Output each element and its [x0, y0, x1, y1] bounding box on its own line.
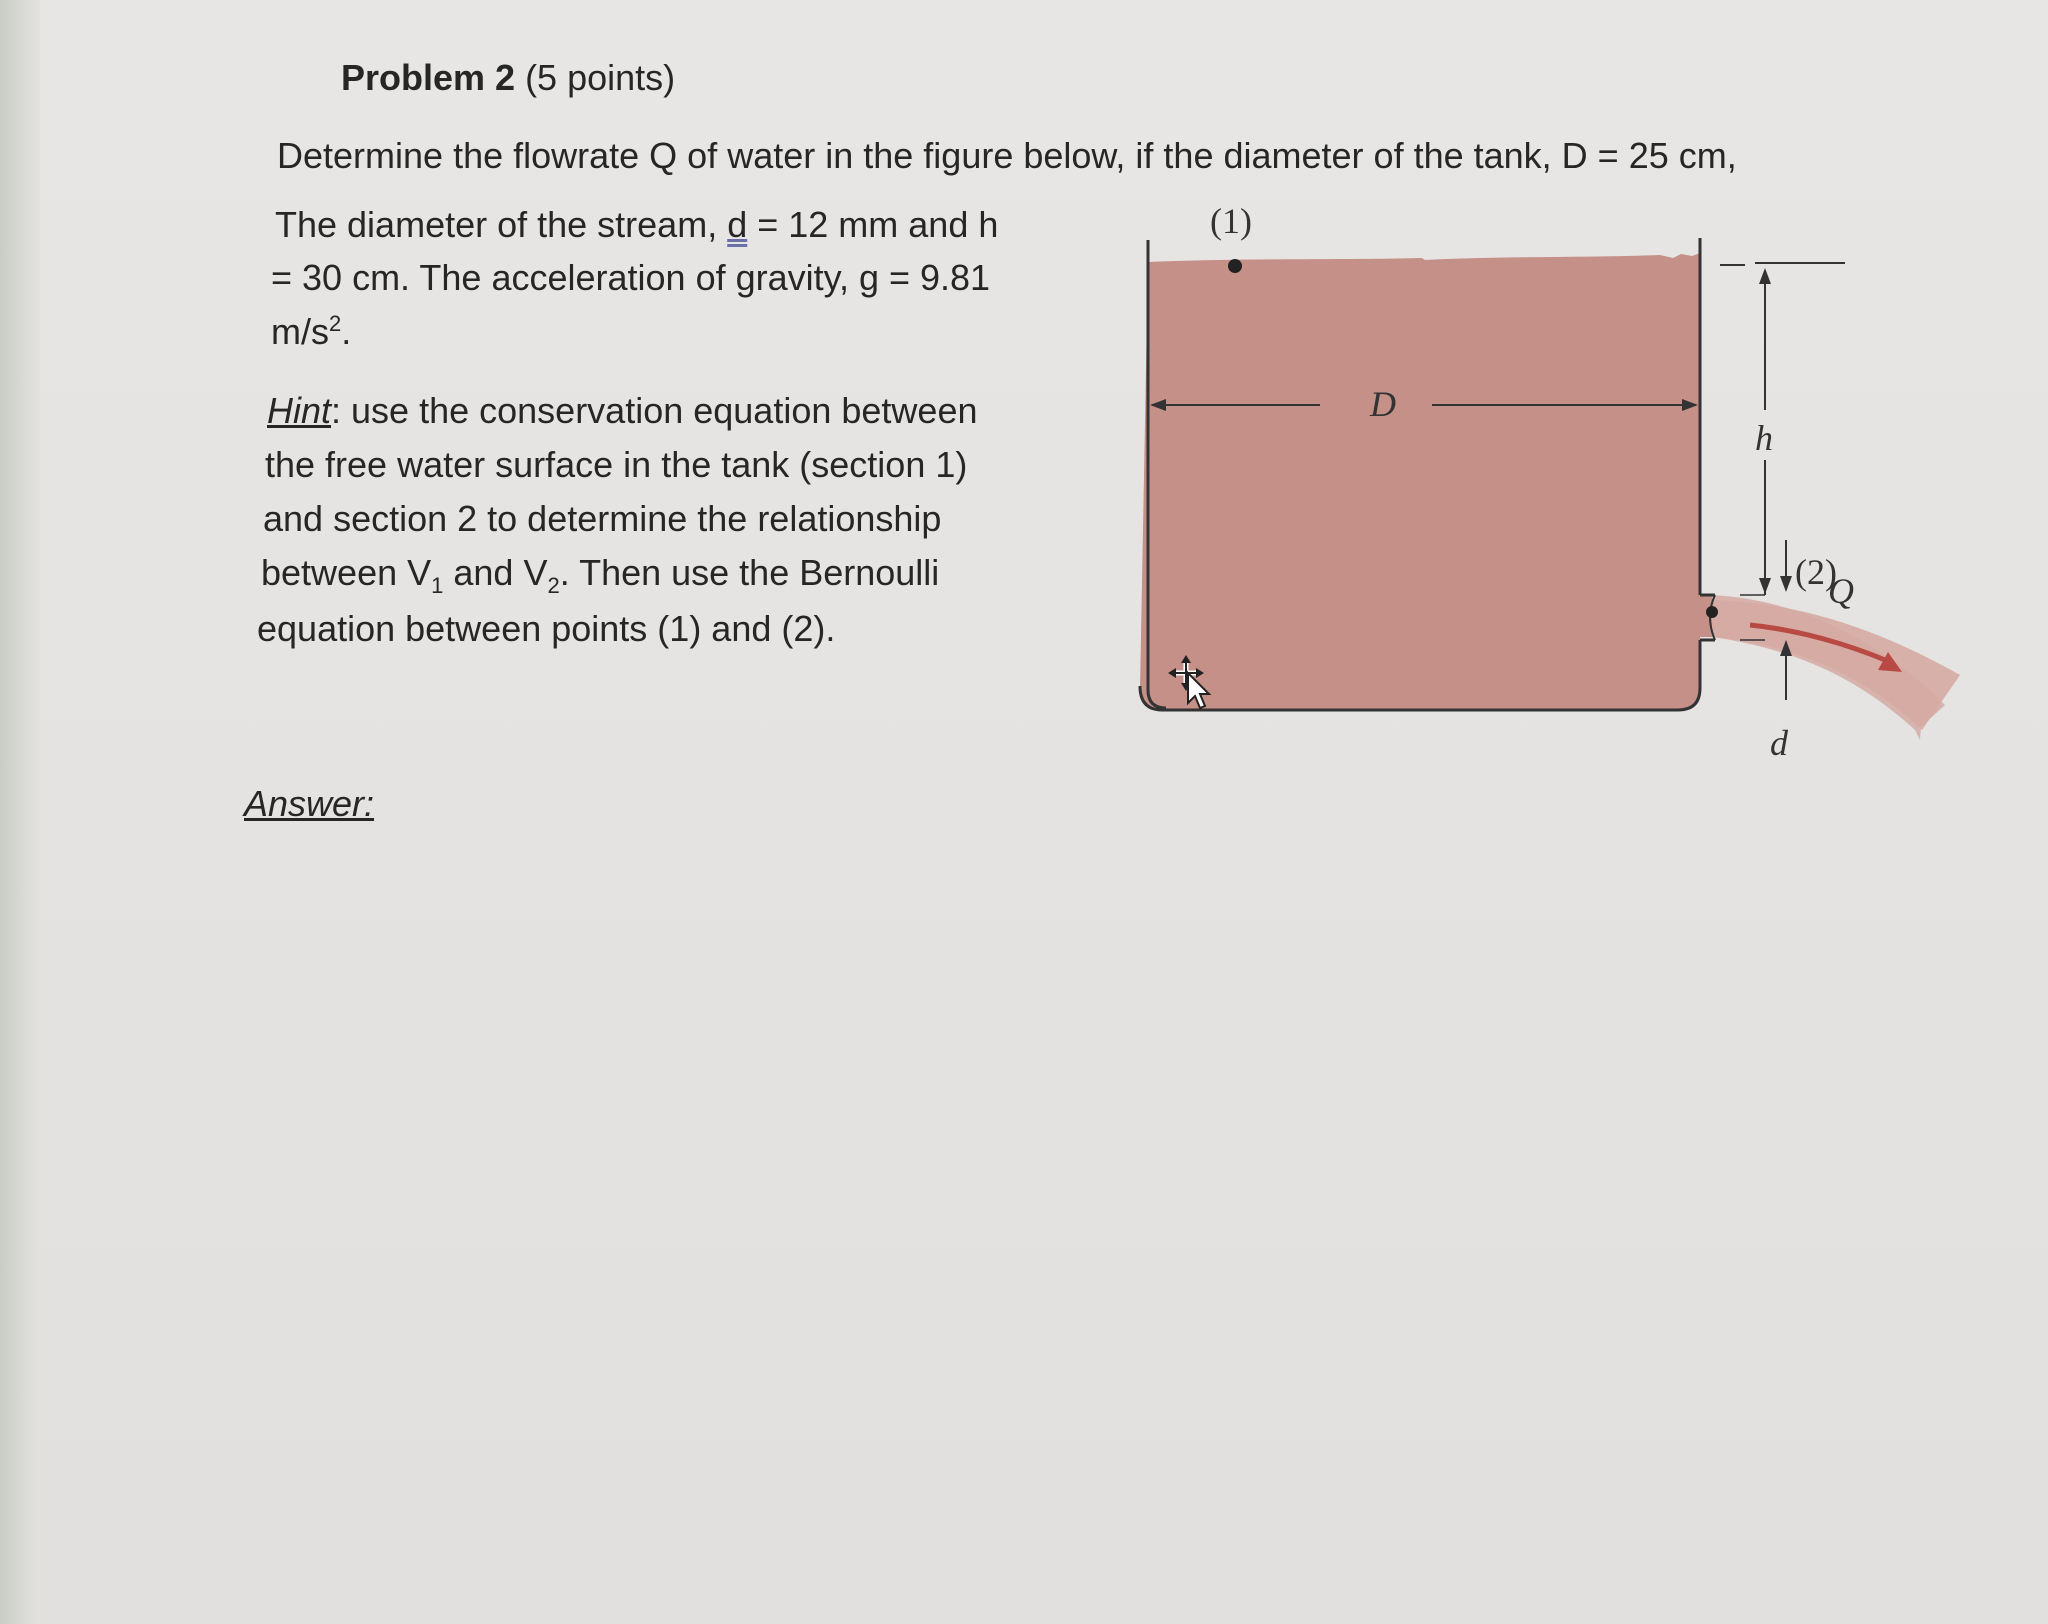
hint-v2: and V: [443, 552, 548, 593]
problem-line-2: [275, 203, 998, 247]
hint-line-4: [261, 551, 940, 599]
label-section-2: (2): [1795, 552, 1837, 592]
tank-figure: [1100, 200, 1960, 780]
problem-title-bold: Problem 2: [341, 57, 516, 98]
gravity-units-exponent: 2: [329, 311, 342, 336]
gravity-units-period: .: [341, 311, 352, 352]
hint-line-3: and section 2 to determine the relationship: [263, 498, 942, 539]
label-section-1: (1): [1210, 201, 1252, 241]
tank-water: [1140, 253, 1700, 710]
problem-title: [341, 56, 675, 100]
hint-line-2: the free water surface in the tank (section 1): [265, 444, 968, 485]
point-1-marker: [1228, 259, 1242, 273]
problem-line-4: [271, 310, 351, 354]
hint-v2-subscript: 2: [547, 573, 560, 599]
height-dimension: [1720, 263, 1845, 595]
hint-v1: between V: [261, 552, 432, 593]
water-stream-body: [1712, 600, 1960, 730]
label-tank-diameter: D: [1370, 384, 1396, 424]
hint-label: Hint: [267, 390, 332, 431]
problem-title-points: (5 points): [515, 57, 676, 98]
problem-line-3: = 30 cm. The acceleration of gravity, g = 9.81: [271, 257, 991, 298]
hint-line-5: equation between points (1) and (2).: [257, 608, 836, 649]
gravity-units: m/s: [271, 311, 329, 352]
hint-line-1-text: : use the conservation equation between: [331, 390, 978, 431]
hint-v1-subscript: 1: [431, 573, 444, 599]
problem-line-2-start: The diameter of the stream,: [275, 204, 728, 245]
stream-diameter-symbol: d: [727, 204, 748, 245]
hint-line-4-end: . Then use the Bernoulli: [559, 552, 940, 593]
label-stream-diameter: d: [1770, 723, 1788, 763]
problem-line-2-end: = 12 mm and h: [747, 204, 999, 245]
label-height: h: [1755, 418, 1773, 458]
label-flowrate: Q: [1828, 571, 1854, 611]
left-page-edge: [0, 0, 40, 1624]
answer-label[interactable]: Answer:: [244, 783, 375, 824]
hint-line-1: [267, 389, 977, 433]
point-2-marker: [1706, 606, 1718, 618]
problem-line-1: Determine the flowrate Q of water in the figure below, if the diameter of the tank, D = 25 cm,: [277, 135, 1737, 176]
